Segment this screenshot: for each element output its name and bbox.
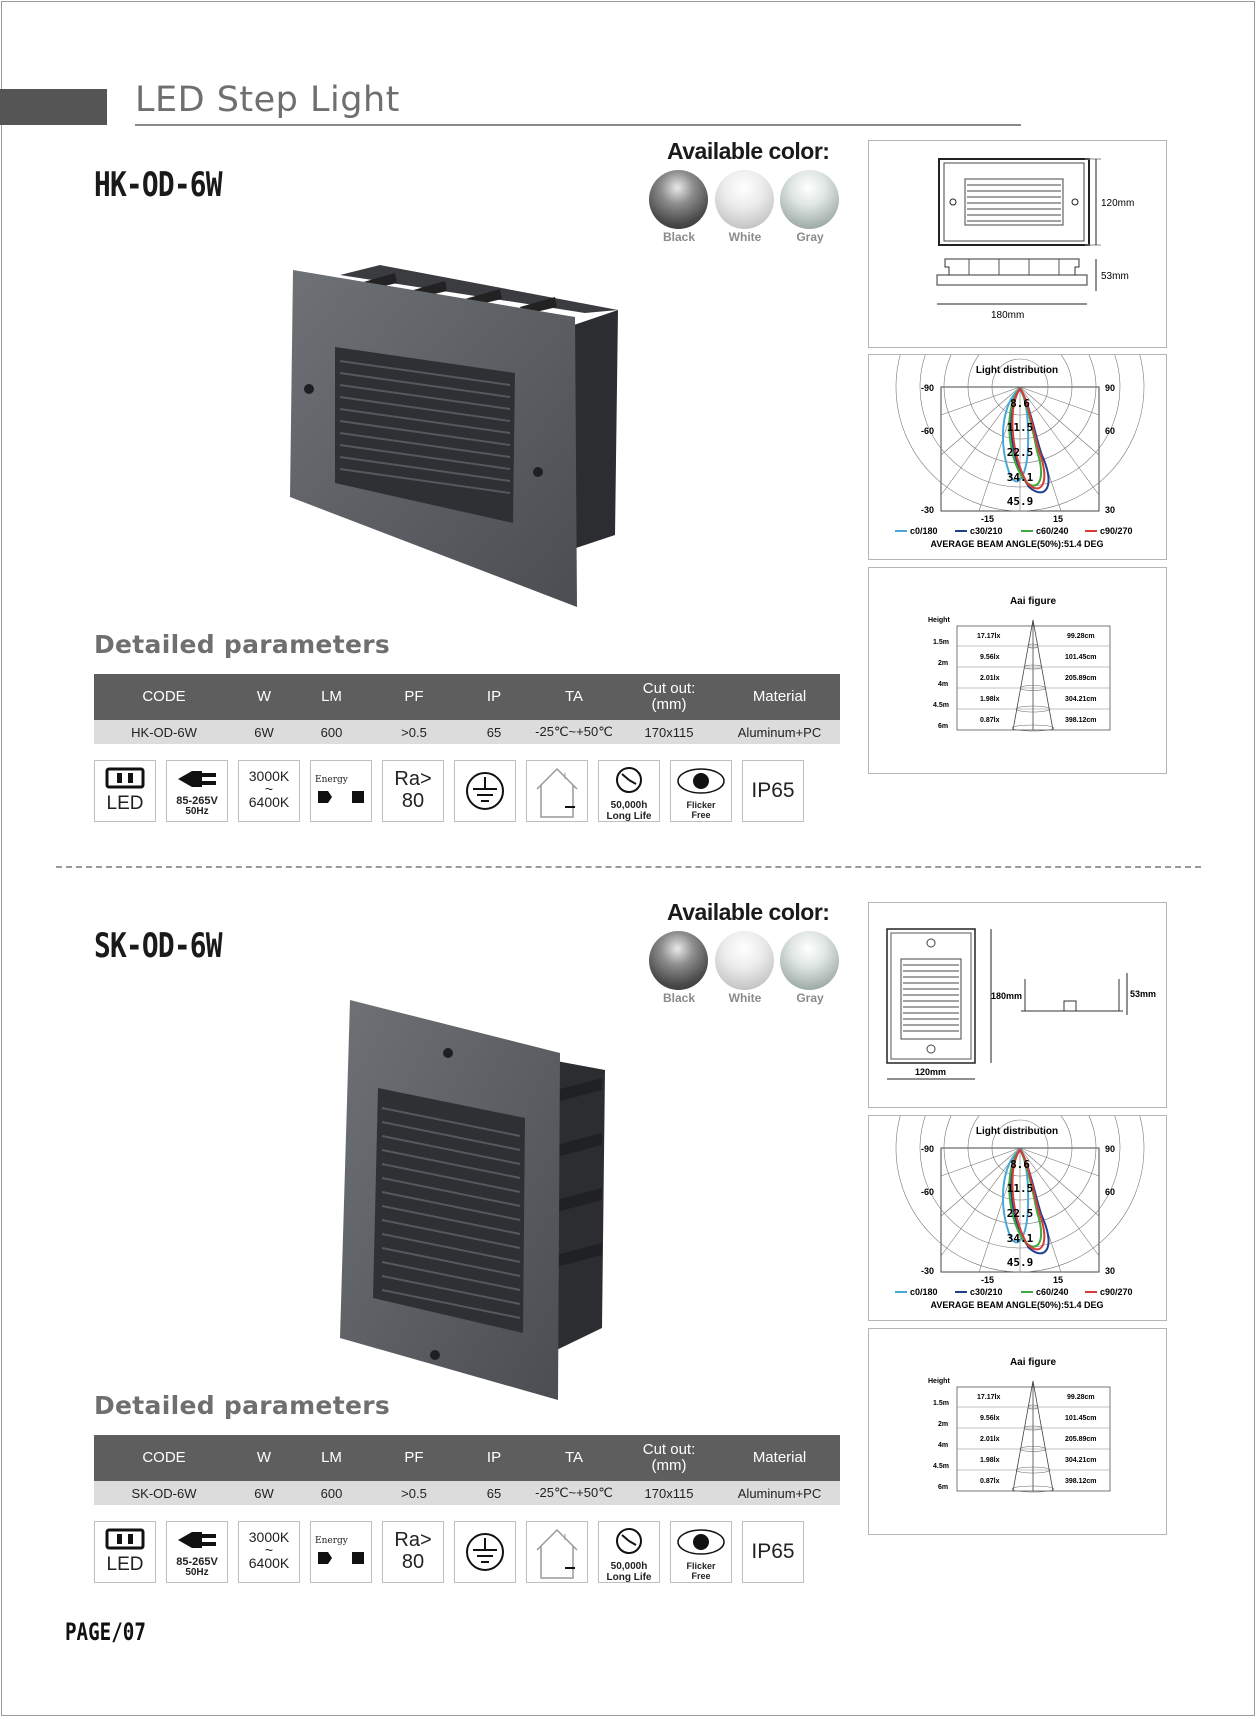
cell-pf: >0.5 <box>369 1481 459 1505</box>
aai-h-5: 6m <box>938 723 949 730</box>
aai-figure-box <box>868 1328 1167 1535</box>
angle-left-2: -60 <box>921 426 935 436</box>
aai-dia-2: 101.45cm <box>1065 1415 1097 1422</box>
white-swatch <box>715 931 774 990</box>
col-code: CODE <box>94 674 234 720</box>
dimension-drawing <box>869 141 1166 347</box>
angle-right-2: 60 <box>1105 426 1116 436</box>
cct-low: 3000K <box>248 768 290 784</box>
aai-dia-2: 101.45cm <box>1065 654 1097 661</box>
aai-dia-1: 99.28cm <box>1067 633 1095 640</box>
voltage-label: 85-265V <box>176 1556 218 1568</box>
flicker-label: Flicker <box>686 800 716 810</box>
available-color-title: Available color: <box>667 899 830 925</box>
tick-left: -15 <box>981 1275 995 1285</box>
col-w: W <box>234 674 294 720</box>
ring-label-4: 34.1 <box>1006 1232 1034 1245</box>
ring-label-3: 22.5 <box>1006 1207 1034 1220</box>
col-material: Material <box>719 674 840 720</box>
legend-c0: c0/180 <box>910 1287 938 1297</box>
white-swatch-label: White <box>728 991 762 1005</box>
params-title: Detailed parameters <box>94 1391 391 1420</box>
aai-title: Aai figure <box>1009 1357 1057 1368</box>
beam-angle: AVERAGE BEAM ANGLE(50%):51.4 DEG <box>930 1300 1104 1310</box>
col-cutout: Cut out: (mm) <box>619 674 719 720</box>
cell-material: Aluminum+PC <box>719 1481 840 1505</box>
aai-h-5: 6m <box>938 1484 949 1491</box>
aai-dia-3: 205.89cm <box>1065 1436 1097 1443</box>
plug-icon <box>166 1521 228 1583</box>
ip-label: IP65 <box>751 779 795 802</box>
model-name: SK-OD-6W <box>94 926 222 966</box>
col-lm: LM <box>294 1435 369 1481</box>
available-color-title: Available color: <box>667 138 830 164</box>
col-ip: IP <box>459 674 529 720</box>
gray-swatch <box>780 170 839 229</box>
aai-lux-3: 2.01lx <box>980 1436 1000 1443</box>
dim-height: 120mm <box>1101 198 1135 209</box>
aai-lux-1: 17.17lx <box>977 1394 1001 1401</box>
params-header-row <box>94 1435 840 1481</box>
aai-lux-4: 1.98lx <box>980 696 1000 703</box>
aai-height-label: Height <box>928 1378 950 1385</box>
ring-label-2: 11.5 <box>1006 421 1034 434</box>
led-icon <box>94 1521 156 1583</box>
aai-dia-1: 99.28cm <box>1067 1394 1095 1401</box>
tick-right: 15 <box>1053 514 1064 524</box>
gray-swatch <box>780 931 839 990</box>
params-title: Detailed parameters <box>94 630 391 659</box>
col-lm: LM <box>294 674 369 720</box>
black-swatch-label: Black <box>662 230 696 244</box>
ground-icon <box>454 1521 516 1583</box>
led-label: LED <box>106 1554 144 1575</box>
aai-title: Aai figure <box>1009 596 1057 607</box>
col-material: Material <box>719 1435 840 1481</box>
aai-lux-1: 17.17lx <box>977 633 1001 640</box>
aai-figure-box <box>868 567 1167 774</box>
gray-swatch-label: Gray <box>796 230 824 244</box>
black-swatch <box>649 170 708 229</box>
angle-right-1: 90 <box>1105 383 1116 393</box>
legend-c60: c60/240 <box>1036 526 1069 536</box>
cct-low: 3000K <box>248 1529 290 1545</box>
col-ta: TA <box>529 674 619 720</box>
legend-c90: c90/270 <box>1100 1287 1133 1297</box>
ring-label-3: 22.5 <box>1006 446 1034 459</box>
black-swatch <box>649 931 708 990</box>
dim-width: 180mm <box>991 310 1025 321</box>
aai-lux-2: 9.56lx <box>980 1415 1000 1422</box>
angle-left-1: -90 <box>921 1144 935 1154</box>
cct-tilde: ~ <box>264 1542 274 1558</box>
beam-angle: AVERAGE BEAM ANGLE(50%):51.4 DEG <box>930 539 1104 549</box>
angle-right-3: 30 <box>1105 1266 1116 1276</box>
ra-label: Ra> <box>394 768 432 790</box>
aai-lux-5: 0.87lx <box>980 717 1000 724</box>
cct-icon <box>238 1521 300 1583</box>
ra-value: 80 <box>401 1551 425 1573</box>
cell-w: 6W <box>234 720 294 744</box>
eye-icon <box>670 1521 732 1583</box>
product-section-2 <box>0 761 1258 1583</box>
page-number: PAGE/07 <box>65 1618 146 1646</box>
cell-cutout: 170x115 <box>619 1481 719 1505</box>
flicker-free-label: Free <box>691 1571 711 1581</box>
angle-left-3: -30 <box>921 1266 935 1276</box>
cell-material: Aluminum+PC <box>719 720 840 744</box>
ip65-icon <box>742 1521 804 1583</box>
aai-h-2: 2m <box>938 660 949 667</box>
col-code: CODE <box>94 1435 234 1481</box>
black-swatch-label: Black <box>662 991 696 1005</box>
col-ip: IP <box>459 1435 529 1481</box>
life-label: Long Life <box>606 811 652 822</box>
life-label: Long Life <box>606 1572 652 1583</box>
ring-label-1: 8.6 <box>1010 1158 1030 1171</box>
aai-dia-5: 398.12cm <box>1065 717 1097 724</box>
life-value: 50,000h <box>610 800 648 811</box>
legend-c30: c30/210 <box>970 526 1003 536</box>
flicker-free-label: Free <box>691 810 711 820</box>
page-title: LED Step Light <box>135 80 400 120</box>
cell-code: SK-OD-6W <box>94 1481 234 1505</box>
product-photo-vertical <box>340 998 610 1403</box>
aai-dia-3: 205.89cm <box>1065 675 1097 682</box>
aai-lux-4: 1.98lx <box>980 1457 1000 1464</box>
cct-high: 6400K <box>248 1555 290 1571</box>
angle-right-3: 30 <box>1105 505 1116 515</box>
cell-pf: >0.5 <box>369 720 459 744</box>
angle-right-2: 60 <box>1105 1187 1116 1197</box>
indoor-house-icon <box>526 1521 588 1583</box>
aai-h-4: 4.5m <box>933 1463 949 1470</box>
ring-label-5: 45.9 <box>1006 1256 1034 1269</box>
ld-title: Light distribution <box>975 365 1059 376</box>
cell-w: 6W <box>234 1481 294 1505</box>
ring-label-2: 11.5 <box>1006 1182 1034 1195</box>
ring-label-1: 8.6 <box>1010 397 1030 410</box>
dimension-box <box>868 140 1167 348</box>
cell-lm: 600 <box>294 720 369 744</box>
aai-lux-5: 0.87lx <box>980 1478 1000 1485</box>
col-w: W <box>234 1435 294 1481</box>
aai-h-2: 2m <box>938 1421 949 1428</box>
ld-title: Light distribution <box>975 1126 1059 1137</box>
flicker-label: Flicker <box>686 1561 716 1571</box>
aai-figure-chart <box>869 1329 1166 1534</box>
hz-label: 50Hz <box>185 806 209 817</box>
feature-icons <box>94 1521 814 1587</box>
light-distribution-box <box>868 1115 1167 1321</box>
cell-ta: -25℃~+50℃ <box>529 1481 619 1505</box>
col-cutout: Cut out: (mm) <box>619 1435 719 1481</box>
clock-icon <box>598 1521 660 1583</box>
ra-label: Ra> <box>394 1529 432 1551</box>
params-table <box>94 674 840 744</box>
params-table <box>94 1435 840 1505</box>
aai-h-3: 4m <box>938 681 949 688</box>
energy-label: Energy <box>315 1536 348 1546</box>
legend-c90: c90/270 <box>1100 526 1133 536</box>
white-swatch <box>715 170 774 229</box>
table-row <box>94 1481 840 1505</box>
aai-dia-5: 398.12cm <box>1065 1478 1097 1485</box>
legend-c60: c60/240 <box>1036 1287 1069 1297</box>
ring-label-4: 34.1 <box>1006 471 1034 484</box>
aai-lux-3: 2.01lx <box>980 675 1000 682</box>
angle-left-1: -90 <box>921 383 935 393</box>
table-row <box>94 720 840 744</box>
tick-left: -15 <box>981 514 995 524</box>
legend-c0: c0/180 <box>910 526 938 536</box>
aai-h-1: 1.5m <box>933 639 949 646</box>
dim-height: 180mm <box>991 991 1023 1001</box>
ring-label-5: 45.9 <box>1006 495 1034 508</box>
col-pf: PF <box>369 1435 459 1481</box>
hz-label: 50Hz <box>185 1567 209 1578</box>
cell-lm: 600 <box>294 1481 369 1505</box>
model-name: HK-OD-6W <box>94 165 222 205</box>
aai-dia-4: 304.21cm <box>1065 1457 1097 1464</box>
aai-dia-4: 304.21cm <box>1065 696 1097 703</box>
energy-label: Energy <box>315 775 348 785</box>
aai-lux-2: 9.56lx <box>980 654 1000 661</box>
cell-ip: 65 <box>459 1481 529 1505</box>
ip-label: IP65 <box>751 1540 795 1563</box>
dim-depth: 53mm <box>1130 989 1157 999</box>
dim-depth: 53mm <box>1101 271 1129 282</box>
ra-value: 80 <box>401 790 425 812</box>
col-pf: PF <box>369 674 459 720</box>
cell-ip: 65 <box>459 720 529 744</box>
col-ta: TA <box>529 1435 619 1481</box>
angle-right-1: 90 <box>1105 1144 1116 1154</box>
angle-left-3: -30 <box>921 505 935 515</box>
cell-cutout: 170x115 <box>619 720 719 744</box>
product-photo-horizontal <box>285 265 620 610</box>
cct-tilde: ~ <box>264 781 274 797</box>
angle-left-2: -60 <box>921 1187 935 1197</box>
gray-swatch-label: Gray <box>796 991 824 1005</box>
aai-h-3: 4m <box>938 1442 949 1449</box>
aai-h-4: 4.5m <box>933 702 949 709</box>
dimension-drawing <box>869 903 1166 1107</box>
dimension-box <box>868 902 1167 1108</box>
light-distribution-chart <box>869 1116 1166 1320</box>
led-label: LED <box>106 793 144 814</box>
aai-height-label: Height <box>928 617 950 624</box>
cell-ta: -25℃~+50℃ <box>529 720 619 744</box>
cell-code: HK-OD-6W <box>94 720 234 744</box>
legend-c30: c30/210 <box>970 1287 1003 1297</box>
cct-high: 6400K <box>248 794 290 810</box>
params-header-row <box>94 674 840 720</box>
ra-icon <box>382 1521 444 1583</box>
light-distribution-chart <box>869 355 1166 559</box>
dim-width: 120mm <box>915 1067 947 1077</box>
aai-figure-chart <box>869 568 1166 773</box>
white-swatch-label: White <box>728 230 762 244</box>
tick-right: 15 <box>1053 1275 1064 1285</box>
energy-icon <box>310 1521 372 1583</box>
light-distribution-box <box>868 354 1167 560</box>
voltage-label: 85-265V <box>176 795 218 807</box>
aai-h-1: 1.5m <box>933 1400 949 1407</box>
life-value: 50,000h <box>610 1561 648 1572</box>
product-section-1 <box>0 0 1258 822</box>
